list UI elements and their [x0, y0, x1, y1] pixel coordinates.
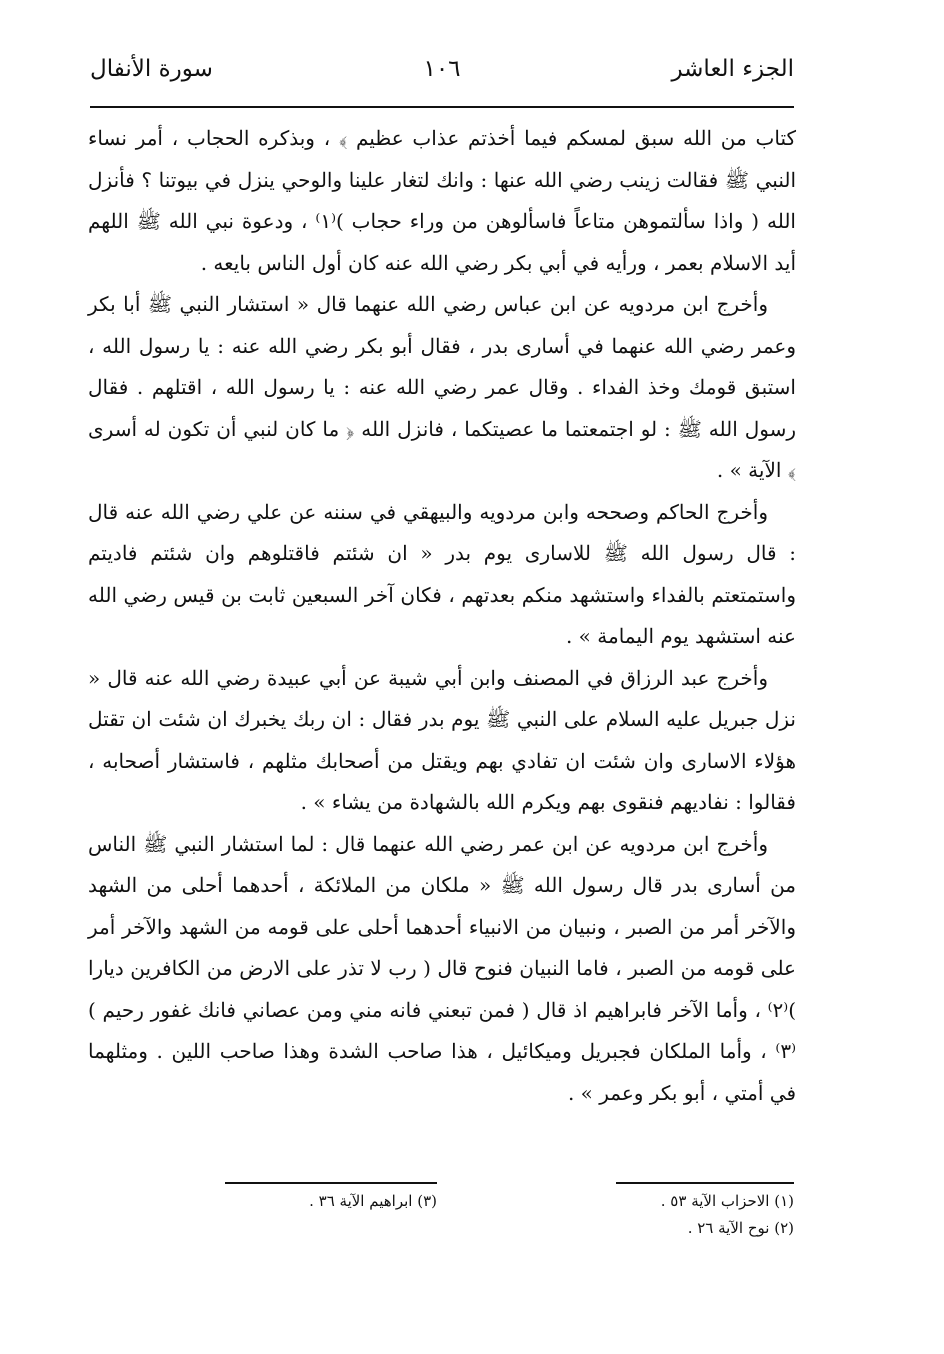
footnotes-right [661, 1188, 794, 1242]
paragraph-5: وأخرج ابن مردويه عن ابن عمر رضي الله عنهما قال : لما استشار النبي ﷺ الناس من أسارى بدر قال رسول الله ﷺ « ملكان من الملائكة ، أحدهما أحلى من الشهد والآخر أمر من الصبر ، ونبيان من الانبياء أحدهما أحلى على قومه من الشهد والآخر أمر على قومه من الصبر ، فاما النبيان فنوح قال ( رب لا تذر على الارض من الكافرين ديارا )⁽٢⁾ ، وأما الآخر فابراهيم اذ قال ( فمن تبعني فانه مني ومن عصاني فانك غفور رحيم )⁽٣⁾ ، وأما الملكان فجبريل وميكائيل ، هذا صاحب الشدة وهذا صاحب اللين . ومثلهما في أمتي ، أبو بكر وعمر » . [88, 831, 796, 1105]
surah-title: سورة الأنفال [90, 56, 213, 82]
paragraph-2: وأخرج ابن مردويه عن ابن عباس رضي الله عنهما قال « استشار النبي ﷺ أبا بكر وعمر رضي الله عنهما في أسارى بدر ، فقال أبو بكر رضي الله عنه : يا رسول الله ، استبق قومك وخذ الفداء . وقال عمر رضي الله عنه : يا رسول الله ، اقتلهم . فقال رسول الله ﷺ : لو اجتمعتما ما عصيتكما ، فانزل الله ﴿ ما كان لنبي أن تكون له أسرى ﴾ الآية » . [88, 292, 796, 482]
part-title: الجزء العاشر [671, 56, 794, 82]
page-header [90, 50, 794, 110]
footnote-3: (٣) ابراهيم الآية ٣٦ . [309, 1192, 437, 1210]
footnote-2: (٢) نوح الآية ٢٦ . [687, 1219, 794, 1237]
footnotes-left [225, 1188, 437, 1215]
paragraph-1: كتاب من الله سبق لمسكم فيما أخذتم عذاب عظيم ﴾ ، وبذكره الحجاب ، أمر نساء النبي ﷺ فقالت زينب رضي الله عنها : وانك لتغار علينا والوحي ينزل في بيوتنا ؟ فأنزل الله ( واذا سألتموهن متاعاً فاسألوهن من وراء حجاب )⁽١⁾ ، ودعوة نبي الله ﷺ اللهم أيد الاسلام بعمر ، ورأيه في أبي بكر رضي الله عنه كان أول الناس بايعه . [88, 126, 796, 275]
paragraph-4: وأخرج عبد الرزاق في المصنف وابن أبي شيبة عن أبي عبيدة رضي الله عنه قال « نزل جبريل عليه السلام على النبي ﷺ يوم بدر فقال : ان ربك يخبرك ان شئت ان تقتل هؤلاء الاسارى وان شئت ان تفادي بهم ويقتل من أصحابك مثلهم ، فاستشار أصحابه ، فقالوا : نفاديهم فنقوى بهم ويكرم الله بالشهادة من يشاء » . [88, 665, 796, 814]
paragraph-3: وأخرج الحاكم وصححه وابن مردويه والبيهقي في سننه عن علي رضي الله عنه قال : قال رسول الله ﷺ للاسارى يوم بدر « ان شئتم فاقتلوهم وان شئتم فاديتم واستمتعتم بالفداء واستشهد منكم بعدتهم ، فكان آخر السبعين ثابت بن قيس رضي الله عنه استشهد يوم اليمامة » . [88, 499, 796, 648]
page-number: ١٠٦ [423, 56, 461, 82]
header-rule [90, 106, 794, 108]
page-body [88, 118, 796, 1114]
footnote-1: (١) الاحزاب الآية ٥٣ . [660, 1192, 794, 1210]
footnote-rule-left [225, 1182, 437, 1184]
footnote-rule-right [616, 1182, 794, 1184]
